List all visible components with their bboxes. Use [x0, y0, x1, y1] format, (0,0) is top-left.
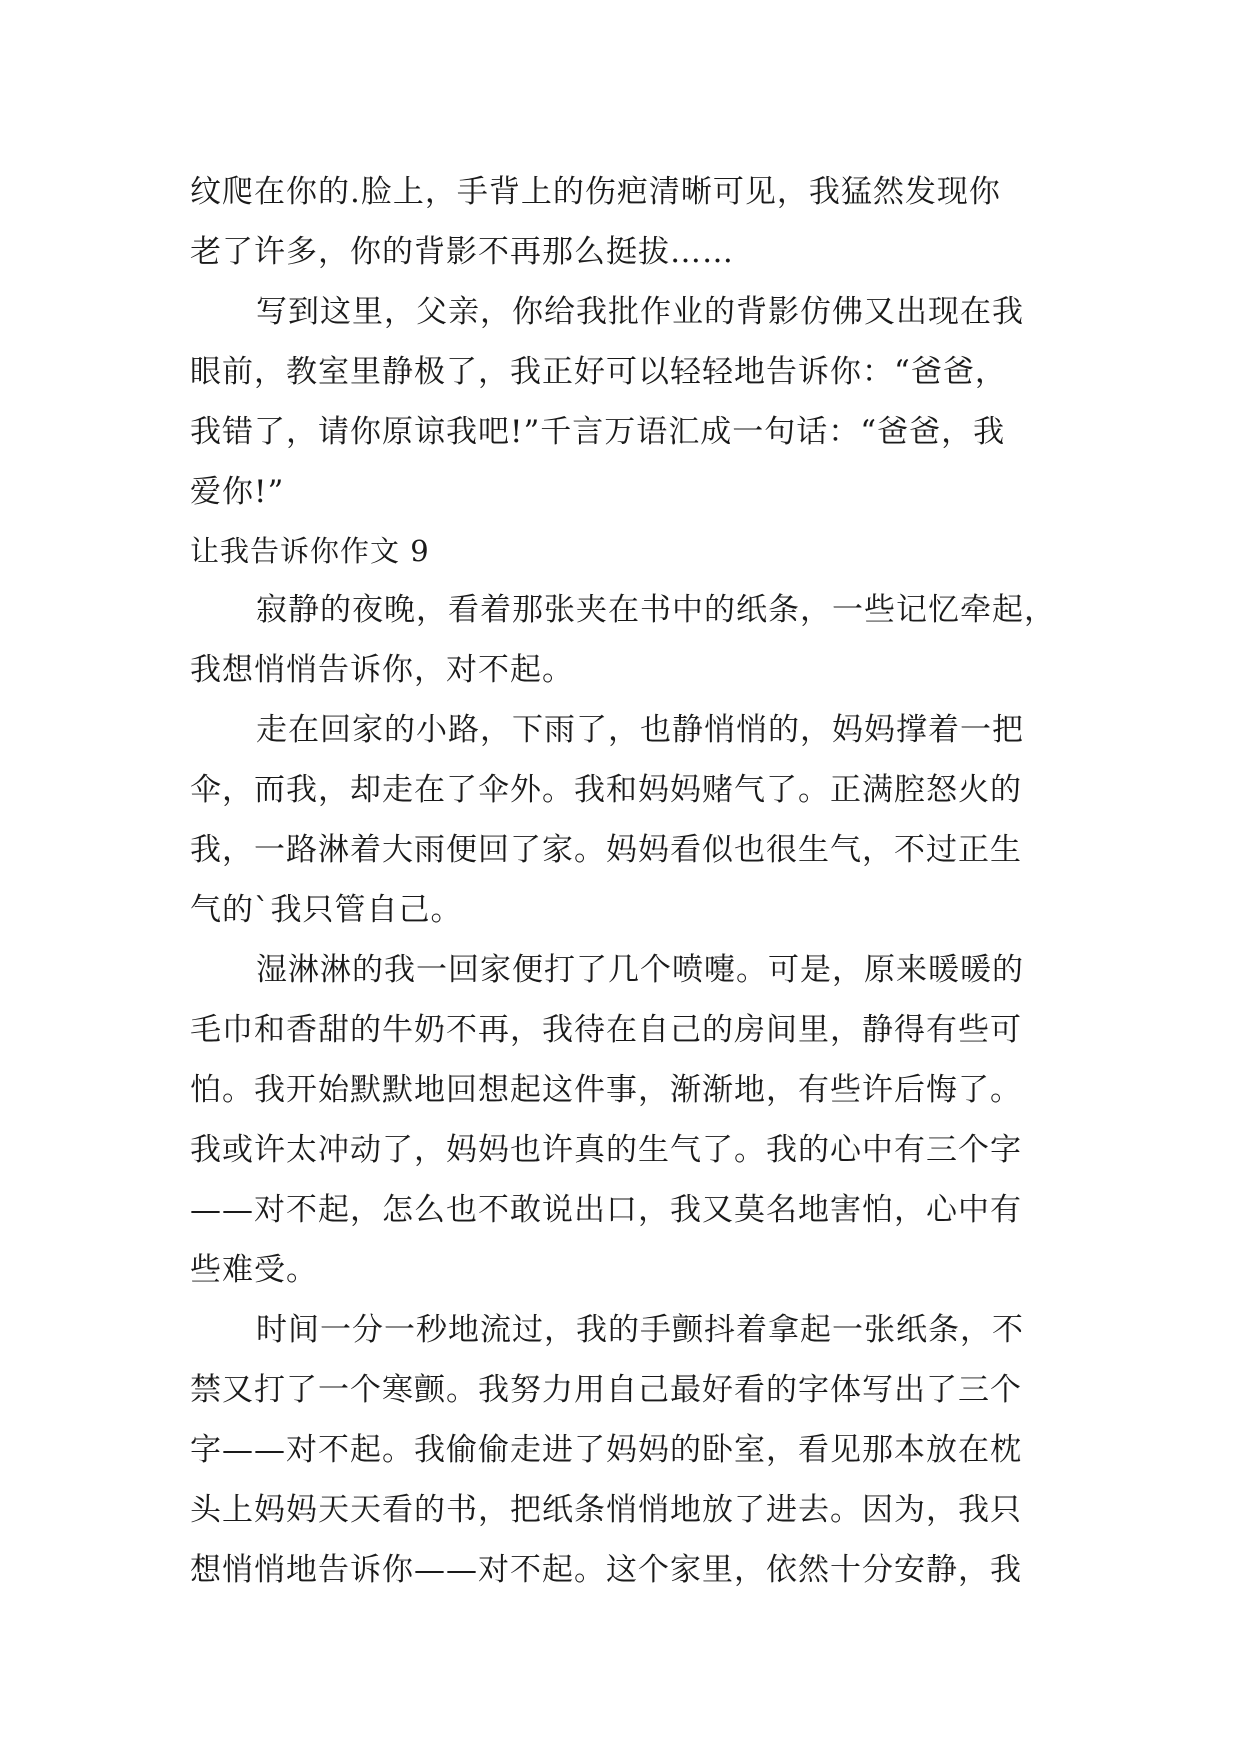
text-line: 我错了，请你原谅我吧!”千言万语汇成一句话：“爸爸，我	[190, 414, 1006, 450]
section-heading: 让我告诉你作文 9	[190, 534, 430, 568]
paragraph	[190, 580, 1070, 700]
text-line: 写到这里，父亲，你给我批作业的背影仿佛又出现在我	[256, 294, 1024, 330]
document-body	[190, 162, 1070, 1600]
text-line: 寂静的夜晚，看着那张夹在书中的纸条，一些记忆牵起，	[256, 592, 1056, 628]
text-line: 爱你!”	[190, 474, 285, 510]
text-line: 字——对不起。我偷偷走进了妈妈的卧室，看见那本放在枕	[190, 1432, 1022, 1468]
paragraph	[190, 282, 1070, 522]
text-line: 气的`我只管自己。	[190, 892, 463, 928]
text-line: 时间一分一秒地流过，我的手颤抖着拿起一张纸条，不	[256, 1312, 1024, 1348]
text-line: 我想悄悄告诉你，对不起。	[190, 652, 574, 688]
text-line: 纹爬在你的.脸上，手背上的伤疤清晰可见，我猛然发现你	[190, 174, 1001, 210]
text-line: 湿淋淋的我一回家便打了几个喷嚏。可是，原来暖暖的	[256, 952, 1024, 988]
paragraph	[190, 700, 1070, 940]
text-line: 些难受。	[190, 1252, 318, 1288]
paragraph	[190, 1300, 1070, 1600]
text-line: 走在回家的小路，下雨了，也静悄悄的，妈妈撑着一把	[256, 712, 1024, 748]
text-line: 眼前，教室里静极了，我正好可以轻轻地告诉你：“爸爸，	[190, 354, 1007, 390]
paragraph	[190, 940, 1070, 1300]
text-line: 老了许多，你的背影不再那么挺拔……	[190, 234, 734, 270]
text-line: 我，一路淋着大雨便回了家。妈妈看似也很生气，不过正生	[190, 832, 1022, 868]
text-line: 头上妈妈天天看的书，把纸条悄悄地放了进去。因为，我只	[190, 1492, 1022, 1528]
text-line: 毛巾和香甜的牛奶不再，我待在自己的房间里，静得有些可	[190, 1012, 1022, 1048]
text-line: 怕。我开始默默地回想起这件事，渐渐地，有些许后悔了。	[190, 1072, 1022, 1108]
text-line: ——对不起，怎么也不敢说出口，我又莫名地害怕，心中有	[190, 1192, 1022, 1228]
text-line: 我或许太冲动了，妈妈也许真的生气了。我的心中有三个字	[190, 1132, 1022, 1168]
paragraph-continued	[190, 162, 1070, 282]
text-line: 伞，而我，却走在了伞外。我和妈妈赌气了。正满腔怒火的	[190, 772, 1022, 808]
text-line: 想悄悄地告诉你——对不起。这个家里，依然十分安静，我	[190, 1552, 1022, 1588]
text-line: 禁又打了一个寒颤。我努力用自己最好看的字体写出了三个	[190, 1372, 1022, 1408]
